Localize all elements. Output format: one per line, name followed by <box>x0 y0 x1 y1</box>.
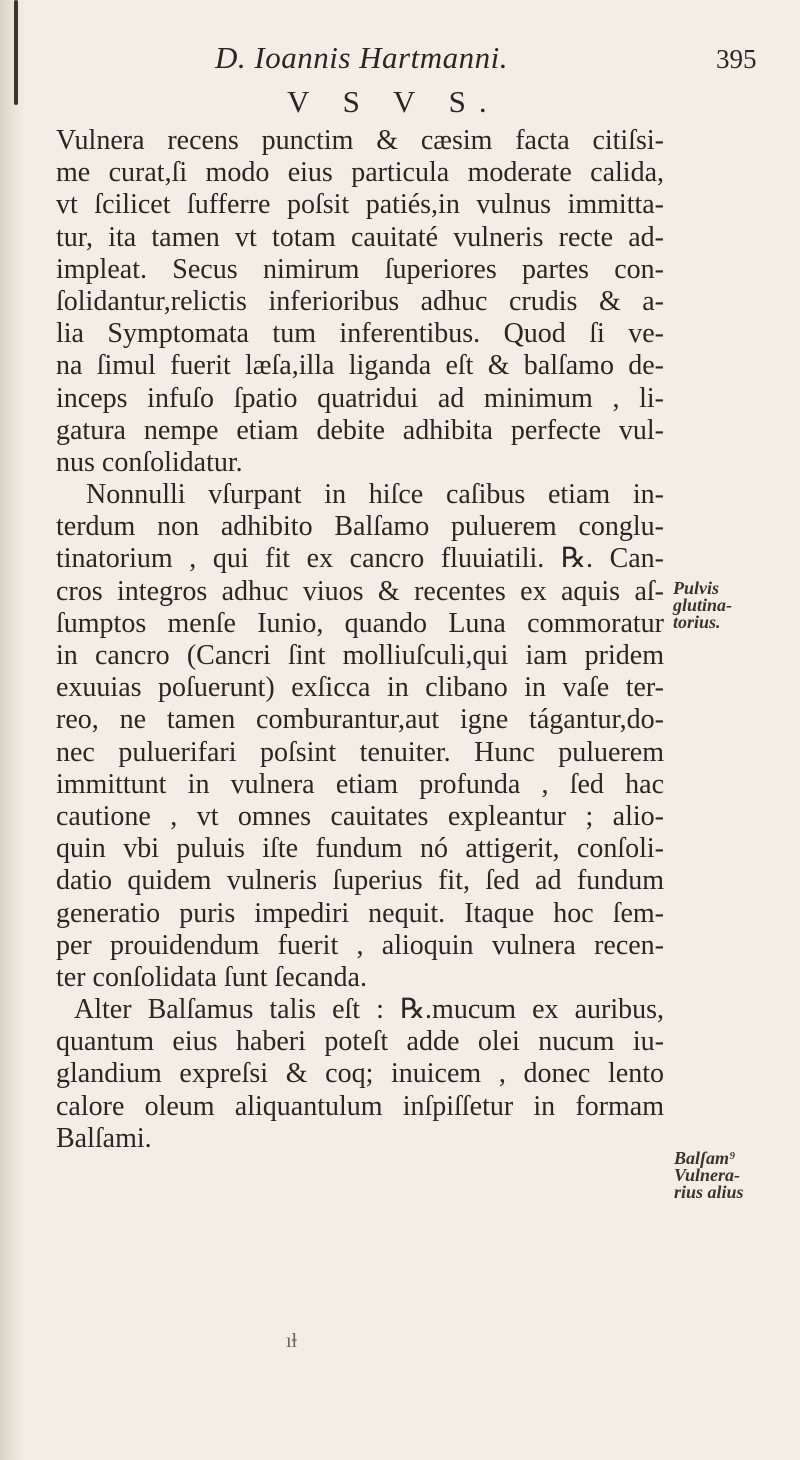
margin-note-line: rius alius <box>674 1182 744 1202</box>
text-line: impleat. Secus nimirum ſuperiores partes con- <box>56 253 664 285</box>
text-line: me curat,ſi modo eius particula moderate calida, <box>56 157 664 189</box>
margin-note-pulvis <box>673 580 732 631</box>
text-line: calore oleum aliquantulum inſpiſſetur in formam <box>56 1090 664 1122</box>
margin-note-line: glutina- <box>673 595 733 615</box>
page-number: 395 <box>716 44 757 74</box>
text-line: na ſimul fuerit læſa,illa liganda eſt & balſamo de- <box>56 350 664 382</box>
margin-note-line: Balſam⁹ <box>674 1148 736 1168</box>
text-line: ter conſolidata ſunt ſecanda. <box>56 961 367 993</box>
margin-note-line: Vulnera- <box>674 1165 741 1185</box>
text-line: reo, ne tamen comburantur,aut igne tágantur,do- <box>56 704 664 736</box>
margin-note-line: Pulvis <box>673 578 720 598</box>
text-line: terdum non adhibito Balſamo puluerem conglu- <box>56 511 664 543</box>
page-gutter-shadow <box>0 0 26 1460</box>
text-line: glandium expreſsi & coq; inuicem , donec lento <box>56 1058 664 1090</box>
body-text <box>56 125 664 1155</box>
text-line: tur, ita tamen vt totam cauitaté vulneris recte ad- <box>56 221 664 253</box>
text-line: datio quidem vulneris ſuperius fit, ſed ad fundum <box>56 865 664 897</box>
text-line: gatura nempe etiam debite adhibita perfecte vul- <box>56 414 664 446</box>
ink-blot-mark: ıⱡ <box>286 1330 298 1352</box>
text-line: cros integros adhuc viuos & recentes ex aquis aſ- <box>56 575 664 607</box>
text-line: Alter Balſamus talis eſt : ℞.mucum ex auribus, <box>74 994 664 1026</box>
text-line: quantum eius haberi poteſt adde olei nucum iu- <box>56 1026 664 1058</box>
section-title: V S V S. <box>287 84 500 119</box>
page-header <box>0 40 800 80</box>
text-line: nec puluerifari poſsint tenuiter. Hunc puluerem <box>56 736 664 768</box>
text-line: inceps infuſo ſpatio quatridui ad minimum , li- <box>56 382 664 414</box>
text-line: quin vbi puluis iſte fundum nó attigerit, conſoli- <box>56 833 664 865</box>
text-line: ſumptos menſe Iunio, quando Luna commoratur <box>56 607 664 639</box>
text-line: in cancro (Cancri ſint molliuſculi,qui iam pridem <box>56 640 664 671</box>
text-line: Vulnera recens punctim & cæsim facta citiſsi- <box>56 125 664 156</box>
text-line: generatio puris impediri nequit. Itaque hoc ſem- <box>56 897 664 929</box>
text-line: vt ſcilicet ſufferre poſsit patiés,in vulnus immitta- <box>56 189 664 221</box>
text-line: ſolidantur,relictis inferioribus adhuc crudis & a- <box>56 285 664 317</box>
margin-note-balsamus <box>674 1150 744 1201</box>
text-line: nus conſolidatur. <box>56 446 243 478</box>
margin-note-line: torius. <box>673 612 721 632</box>
text-line: immittunt in vulnera etiam profunda , ſed hac <box>56 768 664 800</box>
text-line: cautione , vt omnes cauitates expleantur ; alio- <box>56 800 664 832</box>
text-line: Balſami. <box>56 1122 152 1154</box>
text-line: lia Symptomata tum inferentibus. Quod ſi ve- <box>56 318 664 350</box>
text-line: exuuias poſuerunt) exſicca in clibano in vaſe ter- <box>56 672 664 704</box>
text-line: tinatorium , qui fit ex cancro fluuiatili. ℞. Can- <box>56 543 664 575</box>
text-line: Nonnulli vſurpant in hiſce caſibus etiam in- <box>86 479 664 511</box>
text-line: per prouidendum fuerit , alioquin vulnera recen- <box>56 929 664 961</box>
running-head: D. Ioannis Hartmanni. <box>215 40 508 75</box>
